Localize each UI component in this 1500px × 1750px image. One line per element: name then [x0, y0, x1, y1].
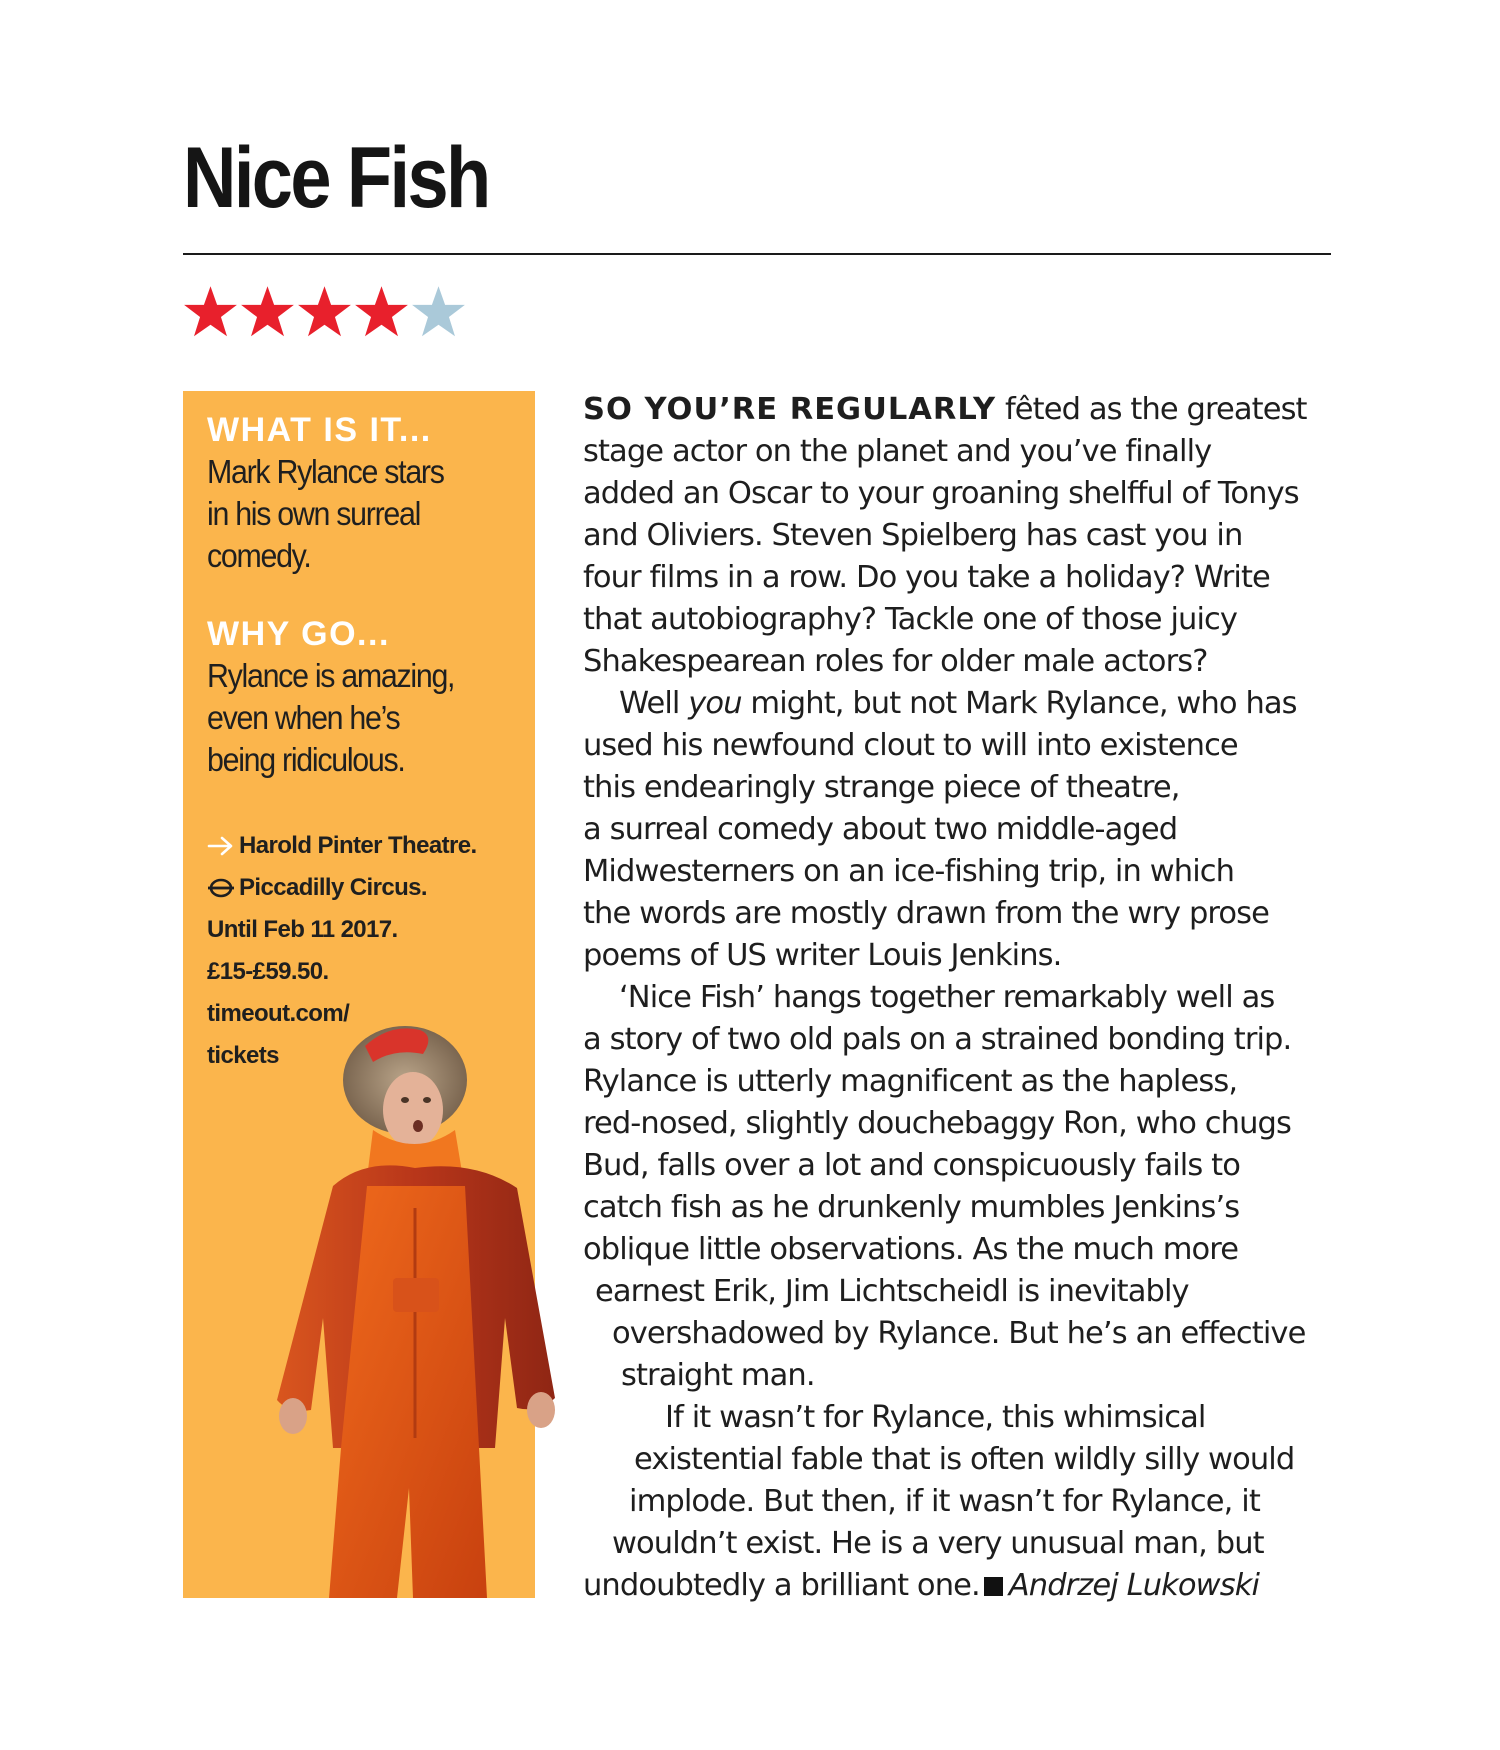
article-line: a surreal comedy about two middle-aged	[583, 812, 1178, 847]
article-line: SO YOU’RE REGULARLY fêted as the greatest	[583, 392, 1307, 427]
article-line: a story of two old pals on a strained bonding trip.	[583, 1022, 1292, 1057]
venue-detail	[207, 825, 527, 867]
ticket-link-text[interactable]: tickets	[207, 1042, 279, 1069]
article-line: wouldn’t exist. He is a very unusual man, but	[612, 1526, 1264, 1561]
info-box-content	[207, 409, 527, 1077]
face	[383, 1072, 443, 1148]
star-rating	[183, 284, 466, 340]
price-text: £15-£59.50.	[207, 958, 329, 985]
lead-in: SO YOU’RE REGULARLY	[583, 392, 997, 427]
what-is-it-line: comedy.	[207, 537, 311, 574]
actor-photo	[255, 1018, 625, 1598]
spacer	[207, 577, 527, 613]
article-line: overshadowed by Rylance. But he’s an effective	[612, 1316, 1306, 1351]
station-detail	[207, 867, 527, 909]
dates-detail	[207, 909, 527, 951]
article-line: stage actor on the planet and you’ve finally	[583, 434, 1212, 469]
ticket-link-text[interactable]: timeout.com/	[207, 1000, 350, 1027]
article-body	[583, 389, 1343, 1607]
underground-icon	[207, 877, 235, 899]
arrow-icon	[207, 835, 235, 857]
article-line: and Oliviers. Steven Spielberg has cast you in	[583, 518, 1243, 553]
author-byline: Andrzej Lukowski	[1008, 1568, 1260, 1603]
dates-text: Until Feb 11 2017.	[207, 916, 398, 943]
why-go-line: Rylance is amazing,	[207, 657, 455, 694]
article-line: poems of US writer Louis Jenkins.	[583, 938, 1062, 973]
price-detail	[207, 951, 527, 993]
article-line: earnest Erik, Jim Lichtscheidl is inevitably	[595, 1274, 1189, 1309]
article-line: Midwesterners on an ice-fishing trip, in which	[583, 854, 1235, 889]
article-line: existential fable that is often wildly silly would	[634, 1442, 1295, 1477]
article-line: four films in a row. Do you take a holiday? Write	[583, 560, 1270, 595]
article-line: the words are mostly drawn from the wry prose	[583, 896, 1270, 931]
article-line: used his newfound clout to will into existence	[583, 728, 1238, 763]
what-is-it-line: Mark Rylance stars	[207, 453, 444, 490]
venue-text: Harold Pinter Theatre.	[239, 832, 477, 859]
article-line: catch fish as he drunkenly mumbles Jenkins’s	[583, 1190, 1240, 1225]
star-filled-icon	[354, 284, 409, 339]
article-line: this endearingly strange piece of theatre,	[583, 770, 1180, 805]
spacer	[207, 781, 527, 825]
article-line: red-nosed, slightly douchebaggy Ron, who chugs	[583, 1106, 1291, 1141]
article-line: Shakespearean roles for older male actors?	[583, 644, 1208, 679]
article-line: Bud, falls over a lot and conspicuously fails to	[583, 1148, 1240, 1183]
why-go-heading: WHY GO...	[207, 615, 390, 653]
what-is-it-heading: WHAT IS IT...	[207, 411, 432, 449]
star-filled-icon	[297, 284, 352, 339]
article-line: undoubtedly a brilliant one. Andrzej Lukowski	[583, 1568, 1260, 1603]
why-go-line: even when he’s	[207, 699, 400, 736]
article-line: Well you might, but not Mark Rylance, who has	[619, 686, 1297, 721]
why-go-line: being ridiculous.	[207, 741, 405, 778]
article-line: If it wasn’t for Rylance, this whimsical	[665, 1400, 1206, 1435]
emphasis: you	[688, 686, 742, 721]
star-filled-icon	[183, 284, 238, 339]
article-line: ‘Nice Fish’ hangs together remarkably well as	[619, 980, 1275, 1015]
title-divider	[183, 253, 1331, 255]
what-is-it-line: in his own surreal	[207, 495, 421, 532]
article-line: straight man.	[621, 1358, 815, 1393]
article-line: added an Oscar to your groaning shelfful of Tonys	[583, 476, 1299, 511]
end-mark-icon	[984, 1577, 1003, 1596]
article-line: oblique little observations. As the much more	[583, 1232, 1239, 1267]
station-text: Piccadilly Circus.	[239, 874, 427, 901]
article-line: Rylance is utterly magnificent as the hapless,	[583, 1064, 1238, 1099]
star-empty-icon	[411, 284, 466, 339]
article-line: implode. But then, if it wasn’t for Rylance, it	[629, 1484, 1260, 1519]
review-title: Nice Fish	[183, 130, 489, 226]
article-line: that autobiography? Tackle one of those juicy	[583, 602, 1238, 637]
star-filled-icon	[240, 284, 295, 339]
